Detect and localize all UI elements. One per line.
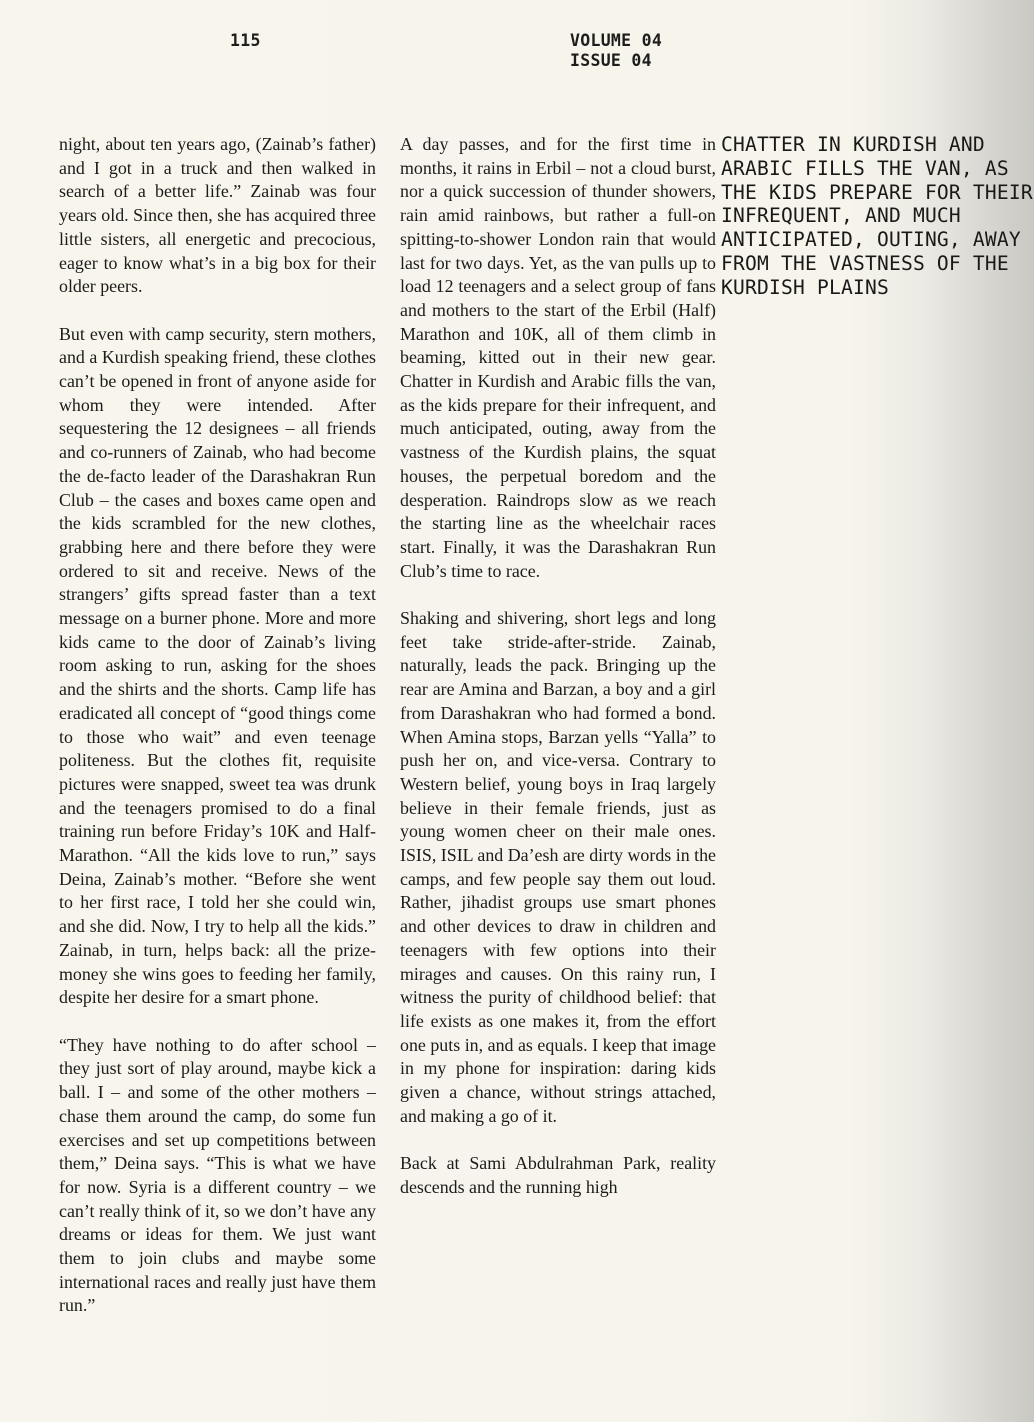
volume-issue-label	[570, 31, 662, 71]
middle-column	[400, 133, 1033, 1223]
paragraph: A day passes, and for the first time in months, it rains in Erbil – not a cloud burst, nor a quick succession of thunder showers, rain amid rainbows, but rather a full-on spitting-to-shower London rain that would last for two days. Yet, as the van pulls up to load 12 teenagers and a select group of fans and mothers to the start of the Erbil (Half) Marathon and 10K, all of them climb in beaming, kitted out in their new gear. Chatter in Kurdish and Arabic fills the van, as the kids prepare for their infrequent, and much anticipated, outing, away from the vastness of the Kurdish plains, the squat houses, the perpetual boredom and the desperation. Raindrops slow as we reach the starting line as the wheelchair races start. Finally, it was the Darashakran Run Club’s time to race.	[400, 134, 716, 581]
paragraph: Shaking and shivering, short legs and long feet take stride-after-stride. Zainab, naturally, leads the pack. Bringing up the rear are Amina and Barzan, a boy and a girl from Darashakran who had formed a bond. When Amina stops, Barzan yells “Yalla” to push her on, and vice-versa. Contrary to Western belief, young boys in Iraq largely believe in their female friends, just as young women cheer on their male ones. ISIS, ISIL and Da’esh are dirty words in the camps, and few people say them out loud. Rather, jihadist groups use smart phones and other devices to draw in children and teenagers with few options into their mirages and causes. On this rainy run, I witness the purity of childhood belief: that life exists as one makes it, from the effort one puts in, and as equals. I keep that image in my phone for inspiration: daring kids given a chance, without strings attached, and making a go of it.	[400, 608, 716, 1126]
paragraph: night, about ten years ago, (Zainab’s father) and I got in a truck and then walked in search of a better life.” Zainab was four years old. Since then, she has acquired three little sisters, all energetic and precocious, eager to know what’s in a big box for their older peers.	[59, 134, 376, 297]
issue-label: ISSUE 04	[570, 51, 652, 70]
pull-quote: CHATTER IN KURDISH AND ARABIC FILLS THE VAN, AS THE KIDS PREPARE FOR THEIR INFREQUENT, AND MUCH ANTICIPATED, OUTING, AWAY FROM THE VASTNESS OF THE KURDISH PLAINS	[721, 133, 1033, 299]
paragraph: But even with camp security, stern mothers, and a Kurdish speaking friend, these clothes can’t be opened in front of anyone aside for whom they were intended. After sequestering the 12 designees – all friends and co-runners of Zainab, who had become the de-facto leader of the Darashakran Run Club – the cases and boxes came open and the kids scrambled for the new clothes, grabbing here and there before they were ordered to sit and receive. News of the strangers’ gifts spread faster than a text message on a burner phone. More and more kids came to the door of Zainab’s living room asking to run, asking for the shoes and the shirts and the shorts. Camp life has eradicated all concept of “good things come to those who wait” and even teenage politeness. But the clothes fit, requisite pictures were snapped, sweet tea was drunk and the teenagers promised to do a final training run before Friday’s 10K and Half-Marathon. “All the kids love to run,” says Deina, Zainab’s mother. “Before she went to her first race, I told her she could win, and she did. Now, I try to help all the kids.” Zainab, in turn, helps back: all the prize-money she wins goes to feeding her family, despite her desire for a smart phone.	[59, 323, 376, 1008]
page-number: 115	[230, 31, 261, 50]
volume-label: VOLUME 04	[570, 31, 663, 50]
paragraph: “They have nothing to do after school – they just sort of play around, maybe kick a ball. I – and some of the other mothers – chase them around the camp, do some fun exercises and set up competitions between them,” Deina says. “This is what we have for now. Syria is a different country – we can’t really think of it, so we don’t have any dreams or ideas for them. We just want them to join clubs and maybe some international races and really just have them run.”	[59, 1034, 376, 1316]
left-column	[59, 133, 376, 1342]
paragraph: Back at Sami Abdulrahman Park, reality descends and the running high	[400, 1153, 716, 1197]
